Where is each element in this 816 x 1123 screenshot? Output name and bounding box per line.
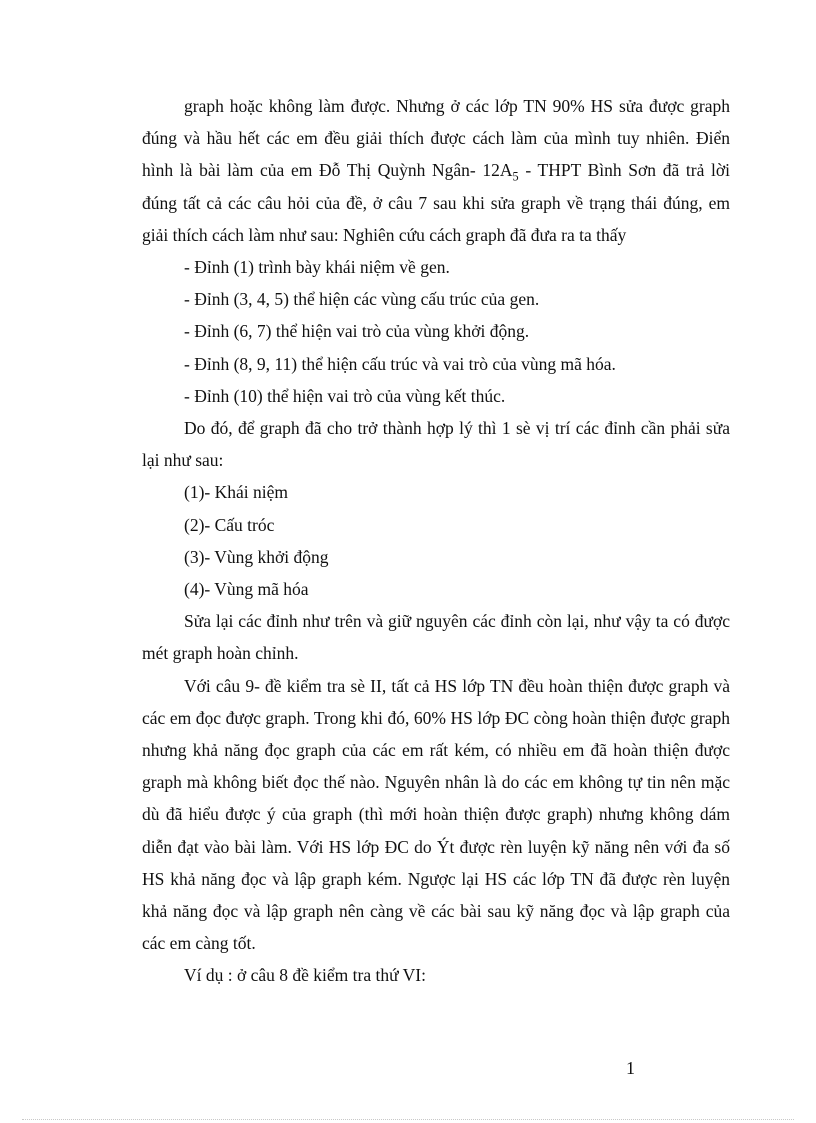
dinh-item-3: - Đỉnh (6, 7) thể hiện vai trò của vùng khởi động. — [184, 321, 530, 342]
page-bottom-divider — [22, 1119, 794, 1120]
paragraph-do-do: Do đó, để graph đã cho trở thành hợp lý thì 1 sè vị trí các đỉnh cần phải sửa lại như sau: — [142, 418, 730, 471]
fix-item-3: (3)- Vùng khởi động — [184, 546, 329, 567]
page-number: 1 — [626, 1058, 635, 1078]
dinh-item-2: - Đỉnh (3, 4, 5) thể hiện các vùng cấu trúc của gen. — [184, 289, 540, 310]
fix-item-2: (2)- Cấu tróc — [184, 514, 275, 535]
dinh-item-1: - Đỉnh (1) trình bày khái niệm về gen. — [184, 257, 450, 278]
dinh-item-4: - Đỉnh (8, 9, 11) thể hiện cấu trúc và vai trò của vùng mã hóa. — [184, 353, 616, 374]
dinh-item-5: - Đỉnh (10) thể hiện vai trò của vùng kết thúc. — [184, 385, 506, 406]
paragraph-intro-text: graph hoặc không làm được. Nhưng ở các lớp TN 90% HS sửa được graph đúng và hầu hết các em đều giải thích được cách làm của mình tuy nhiên. Điển hình là bài làm của em Đỗ Thị Quỳnh Ngân- 12A — [142, 96, 730, 181]
paragraph-vi-du: Ví dụ : ở câu 8 đề kiểm tra thứ VI: — [184, 965, 426, 986]
fix-item-1: (1)- Khái niệm — [184, 482, 288, 503]
page-content — [142, 90, 730, 992]
paragraph-sua-lai: Sửa lại các đỉnh như trên và giữ nguyên các đỉnh còn lại, như vậy ta có được mét graph hoàn chỉnh. — [142, 611, 730, 664]
fix-item-4: (4)- Vùng mã hóa — [184, 579, 309, 600]
paragraph-intro — [142, 90, 730, 251]
class-subscript: 5 — [512, 169, 519, 184]
paragraph-cau-9: Với câu 9- đề kiểm tra sè II, tất cả HS lớp TN đều hoàn thiện được graph và các em đọc được graph. Trong khi đó, 60% HS lớp ĐC còng hoàn thiện được graph nhưng khả năng đọc graph của các em rất kém, có nhiều em đã hoàn thiện được graph mà không biết đọc thế nào. Nguyên nhân là do các em không tự tin nên mặc dù đã hiểu được ý của graph (thì mới hoàn thiện được graph) nhưng không dám diễn đạt vào bài làm. Với HS lớp ĐC do Ýt được rèn luyện kỹ năng nên với đa số HS khả năng đọc và lập graph kém. Ngược lại HS các lớp TN đã được rèn luyện khả năng đọc và lập graph nên càng về các bài sau kỹ năng đọc và lập graph của các em càng tốt. — [142, 675, 730, 954]
paragraph-intro-text-cont: - THPT Bình Sơn đã trả lời đúng tất cả các câu hỏi của đề, ở câu 7 sau khi sửa graph về trạng thái đúng, em giải thích cách làm như sau: Nghiên cứu cách graph đã đưa ra ta thấy — [142, 160, 730, 245]
